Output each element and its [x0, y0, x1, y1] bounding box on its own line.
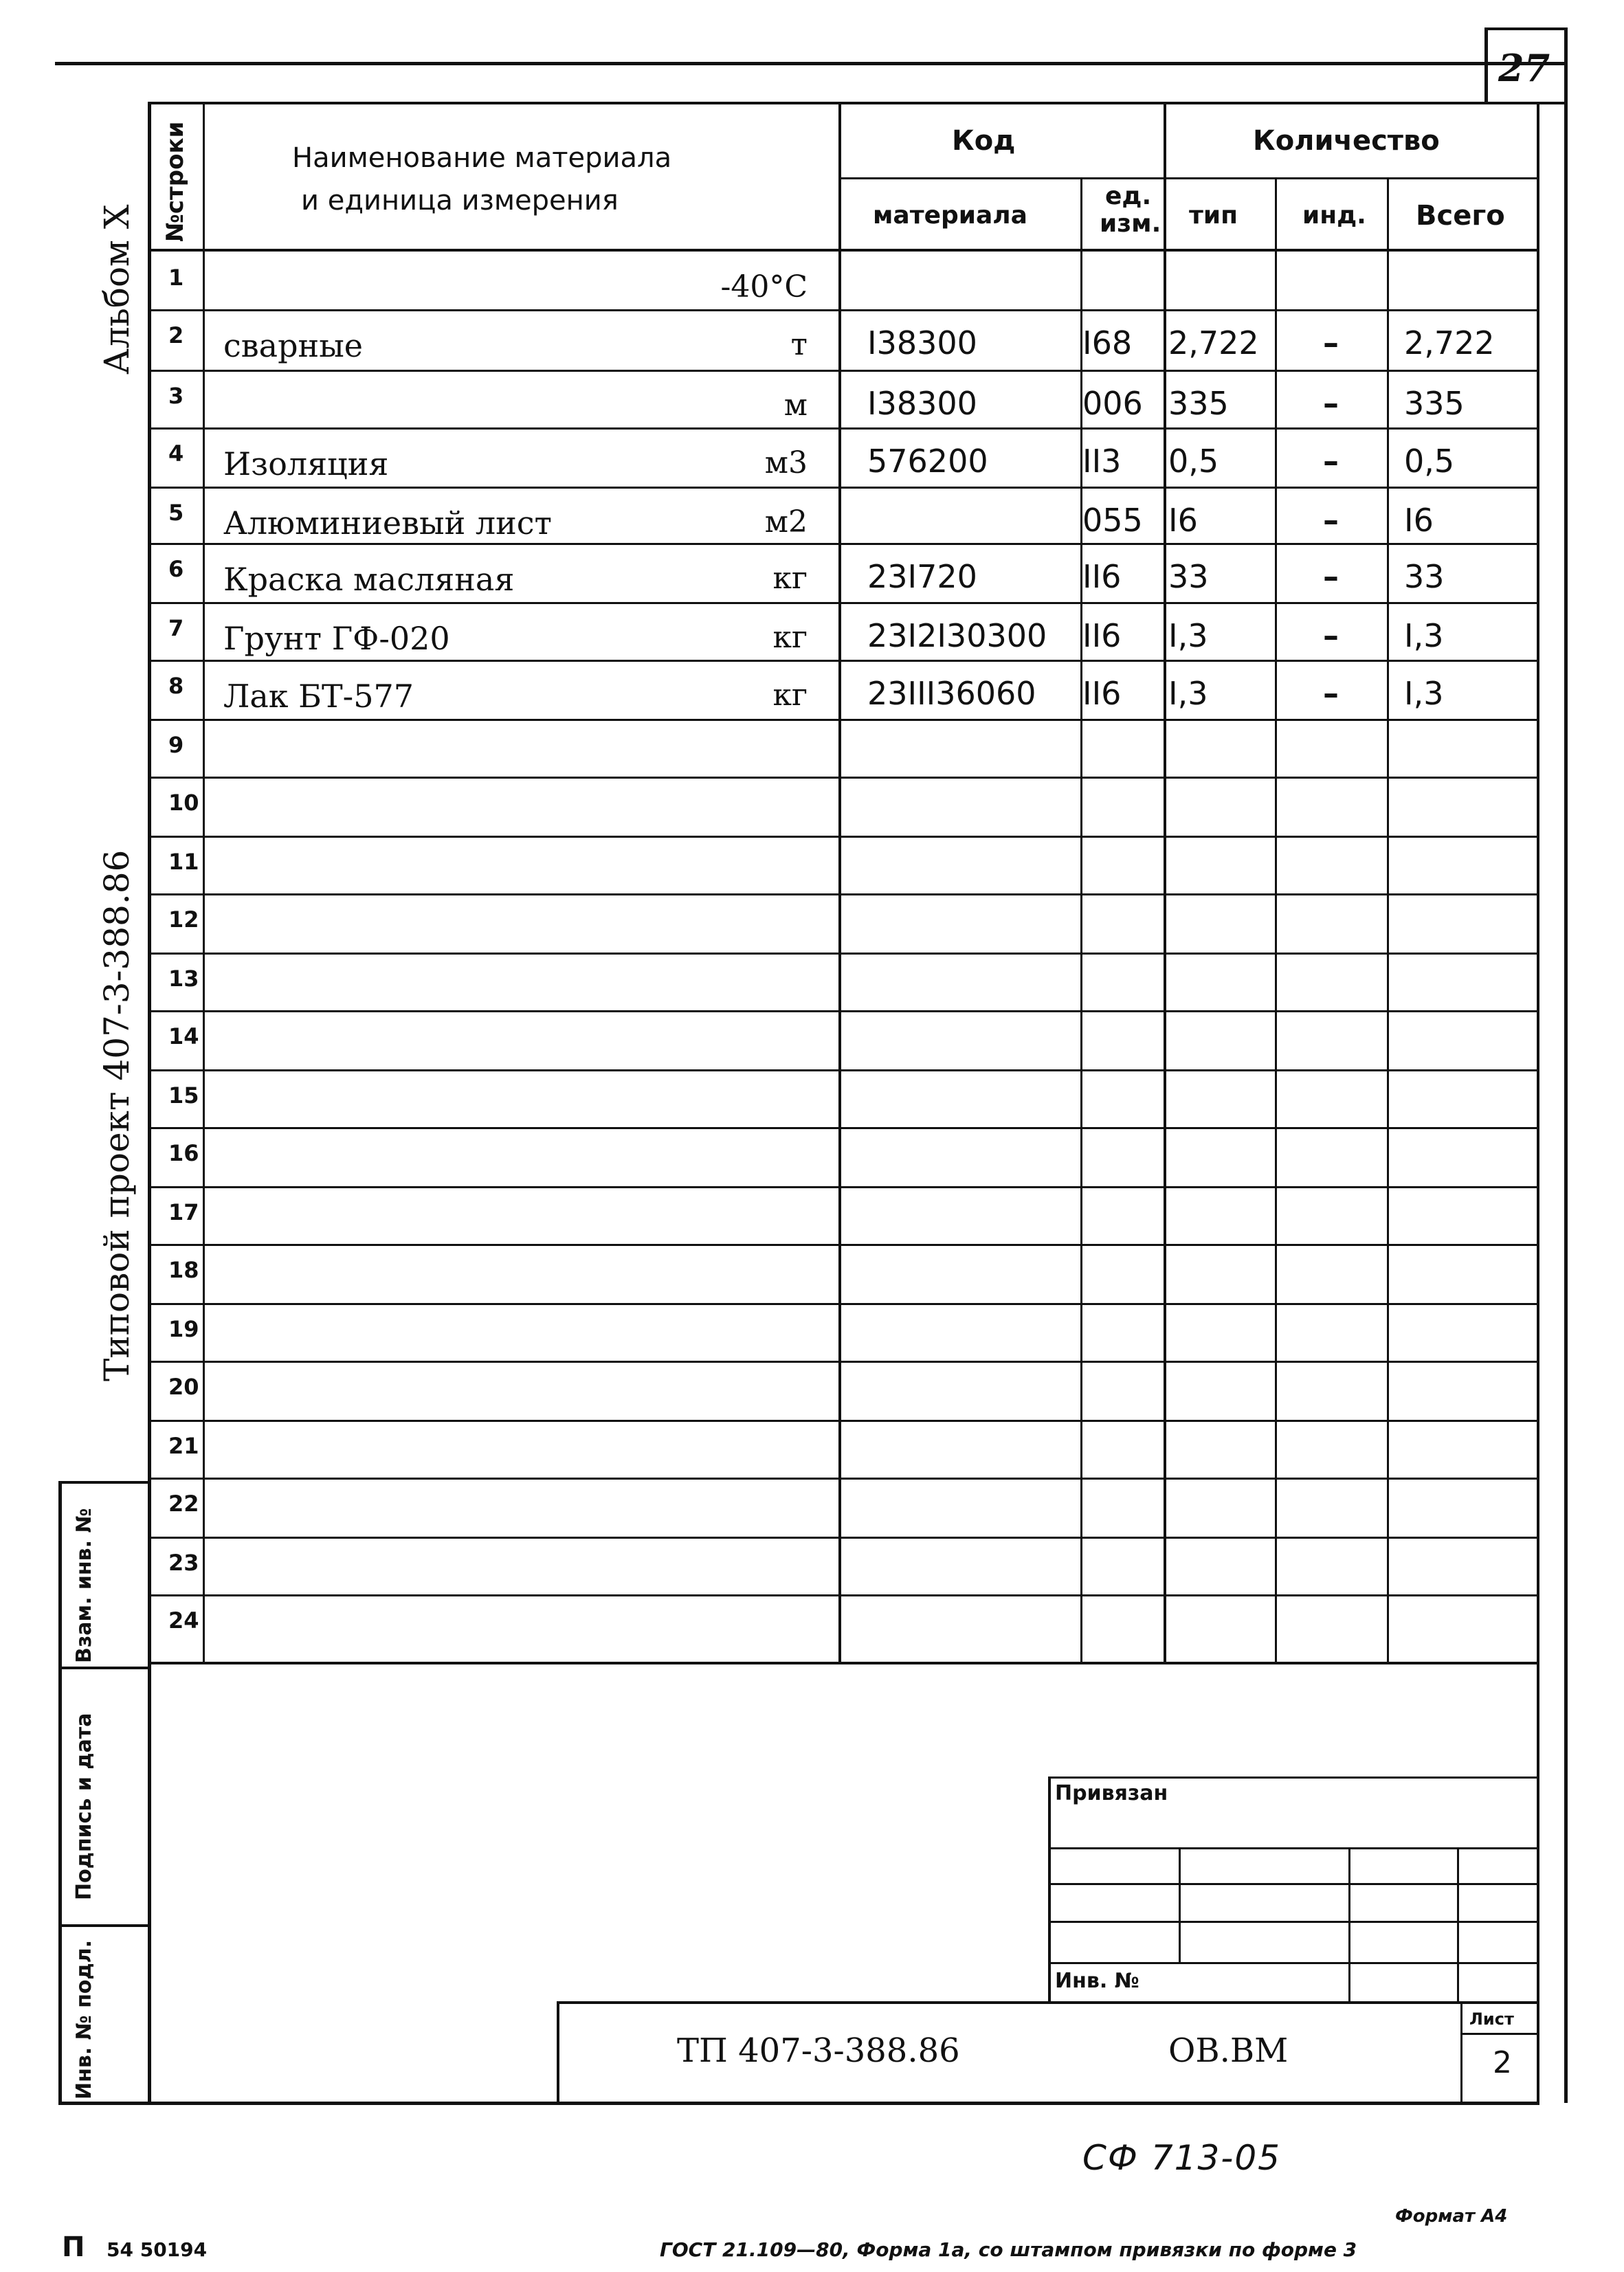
- stamp-list-label: Лист: [1469, 2009, 1514, 2029]
- row-separator: [151, 719, 1539, 721]
- row-separator: [151, 1303, 1539, 1305]
- qty-total: I,3: [1404, 675, 1444, 712]
- row-separator: [151, 309, 1539, 311]
- qty-type: I6: [1168, 502, 1198, 539]
- qty-type: 0,5: [1168, 443, 1219, 480]
- qty-total: 33: [1404, 558, 1445, 595]
- stamp-project-code: ТП 407-3-388.86: [677, 2031, 960, 2070]
- unit-code: I68: [1082, 324, 1133, 361]
- material-name: Лак БТ-577: [223, 678, 414, 715]
- row-separator: [151, 777, 1539, 779]
- header-code-unit-line2: изм.: [1100, 210, 1161, 238]
- row-separator: [151, 543, 1539, 545]
- row-separator: [151, 836, 1539, 838]
- row-number: 11: [168, 849, 199, 875]
- material-code: 23III36060: [867, 675, 1036, 712]
- row-number: 16: [168, 1140, 199, 1166]
- row-number: 7: [168, 615, 184, 641]
- stamp-list-number: 2: [1493, 2045, 1512, 2080]
- material-name: Алюминиевый лист: [223, 504, 552, 542]
- qty-type: 335: [1168, 385, 1229, 422]
- album-label: Альбом X: [97, 204, 137, 375]
- material-code: I38300: [867, 385, 977, 422]
- row-number: 9: [168, 732, 184, 758]
- footer-gost: ГОСТ 21.109—80, Форма 1а, со штампом привязки по форме 3: [660, 2238, 1357, 2261]
- row-separator: [151, 370, 1539, 372]
- header-name-line2: и единица измерения: [301, 185, 619, 216]
- qty-ind: –: [1323, 385, 1339, 422]
- row-separator: [151, 1186, 1539, 1188]
- row-number: 13: [168, 966, 199, 992]
- material-code: 576200: [867, 443, 988, 480]
- unit-code: II6: [1082, 675, 1122, 712]
- unit-code: II6: [1082, 617, 1122, 654]
- row-separator: [151, 660, 1539, 662]
- unit-code: 055: [1082, 502, 1143, 539]
- header-qty-total: Всего: [1416, 200, 1505, 232]
- row-number: 14: [168, 1023, 199, 1049]
- material-name: сварные: [223, 327, 364, 364]
- project-label: Типовой проект 407-3-388.86: [97, 849, 137, 1381]
- footer-left-code: 54 50194: [107, 2238, 208, 2261]
- unit-measure: т: [790, 327, 808, 362]
- unit-measure: м3: [764, 445, 808, 480]
- unit-measure: -40°C: [720, 269, 808, 304]
- footer-logo: Π: [62, 2231, 85, 2263]
- row-number: 3: [168, 383, 184, 409]
- row-number: 1: [168, 265, 184, 291]
- row-number: 19: [168, 1316, 199, 1342]
- qty-total: 335: [1404, 385, 1465, 422]
- unit-measure: кг: [772, 678, 808, 713]
- header-qty-ind: инд.: [1302, 201, 1366, 230]
- row-number: 10: [168, 790, 199, 816]
- header-qty-type: тип: [1189, 201, 1238, 230]
- row-separator: [151, 1069, 1539, 1071]
- row-number: 21: [168, 1433, 199, 1459]
- row-separator: [151, 1537, 1539, 1539]
- stamp-privyazan: Привязан: [1055, 1781, 1168, 1805]
- qty-type: 2,722: [1168, 324, 1259, 361]
- row-number: 20: [168, 1374, 199, 1400]
- row-separator: [151, 953, 1539, 955]
- header-name-line1: Наименование материала: [292, 142, 672, 174]
- stamp-inv-no: Инв. №: [1055, 1969, 1139, 1993]
- unit-measure: м2: [764, 504, 808, 539]
- unit-measure: кг: [772, 561, 808, 596]
- row-number: 8: [168, 673, 184, 699]
- material-name: Краска масляная: [223, 561, 515, 598]
- row-separator: [151, 1010, 1539, 1012]
- qty-type: I,3: [1168, 675, 1208, 712]
- row-number: 18: [168, 1257, 199, 1283]
- row-separator: [151, 1594, 1539, 1596]
- unit-measure: кг: [772, 620, 808, 655]
- row-number: 12: [168, 906, 199, 933]
- qty-total: I,3: [1404, 617, 1444, 654]
- unit-code: II3: [1082, 443, 1122, 480]
- row-separator: [151, 1361, 1539, 1363]
- row-number: 24: [168, 1607, 199, 1634]
- row-separator: [151, 1127, 1539, 1129]
- material-code: I38300: [867, 324, 977, 361]
- qty-ind: –: [1323, 324, 1339, 361]
- unit-code: II6: [1082, 558, 1122, 595]
- sheet-number: 27: [1498, 46, 1550, 90]
- stamp-doc-mark: ОВ.ВМ: [1168, 2031, 1289, 2070]
- side-inv-podl-label: Инв. № подл.: [72, 1939, 96, 2100]
- header-code-material: материала: [873, 201, 1027, 230]
- qty-ind: –: [1323, 617, 1339, 654]
- qty-ind: –: [1323, 502, 1339, 539]
- qty-ind: –: [1323, 675, 1339, 712]
- row-separator: [151, 1420, 1539, 1422]
- qty-total: 0,5: [1404, 443, 1455, 480]
- qty-type: I,3: [1168, 617, 1208, 654]
- format-label: Формат А4: [1395, 2206, 1508, 2227]
- row-number: 2: [168, 322, 184, 348]
- qty-total: 2,722: [1404, 324, 1495, 361]
- row-separator: [151, 487, 1539, 489]
- row-number: 5: [168, 500, 184, 526]
- material-code: 23I720: [867, 558, 977, 595]
- row-separator: [151, 427, 1539, 430]
- material-name: Изоляция: [223, 445, 389, 482]
- side-vzam-label: Взам. инв. №: [72, 1508, 96, 1663]
- material-code: 23I2I30300: [867, 617, 1047, 654]
- handwritten-note: СФ 713-05: [1082, 2138, 1281, 2178]
- qty-ind: –: [1323, 558, 1339, 595]
- row-number: 22: [168, 1491, 199, 1517]
- qty-type: 33: [1168, 558, 1209, 595]
- material-name: Грунт ГФ-020: [223, 620, 450, 657]
- row-number: 4: [168, 441, 184, 467]
- row-number: 17: [168, 1199, 199, 1225]
- qty-ind: –: [1323, 443, 1339, 480]
- row-number: 15: [168, 1082, 199, 1109]
- header-code: Код: [952, 125, 1016, 157]
- unit-code: 006: [1082, 385, 1143, 422]
- header-quantity: Количество: [1253, 125, 1440, 157]
- row-number: 6: [168, 556, 184, 582]
- row-separator: [151, 1244, 1539, 1246]
- header-code-unit-line1: ед.: [1105, 182, 1152, 210]
- qty-total: I6: [1404, 502, 1434, 539]
- row-number: 23: [168, 1550, 199, 1576]
- unit-measure: м: [783, 388, 808, 423]
- side-podpis-label: Подпись и дата: [72, 1713, 96, 1900]
- header-row-no: №строки: [162, 121, 189, 242]
- row-separator: [151, 602, 1539, 604]
- row-separator: [151, 1478, 1539, 1480]
- row-separator: [151, 893, 1539, 895]
